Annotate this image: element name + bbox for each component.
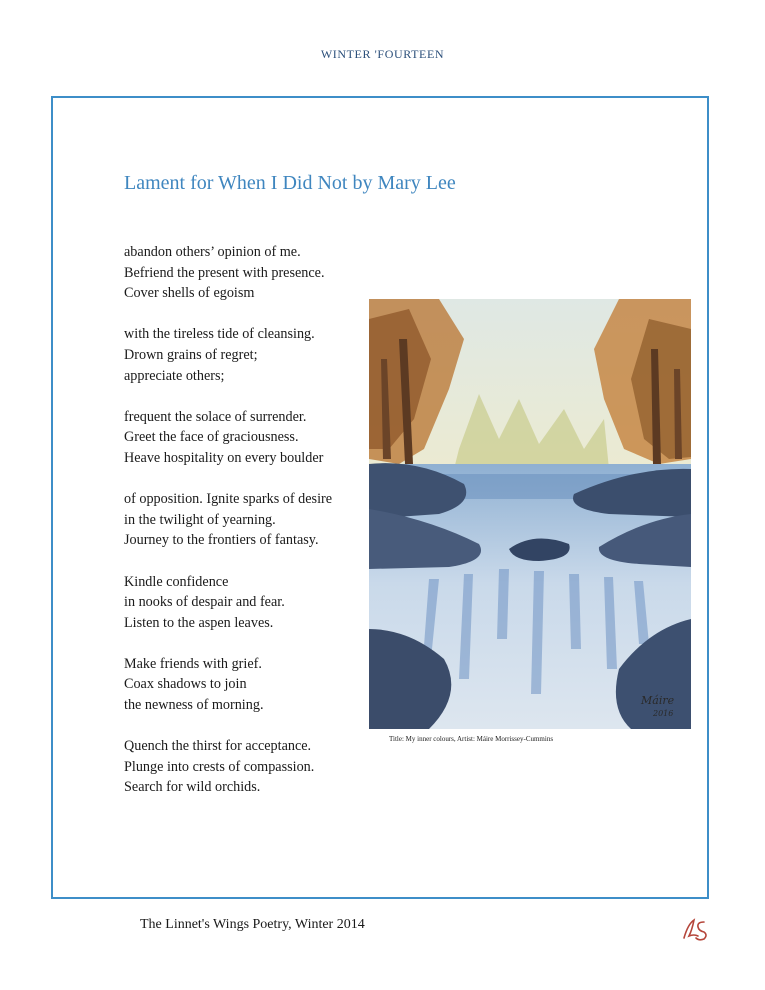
poem-line: Search for wild orchids. [124, 779, 261, 796]
running-head: WINTER 'FOURTEEN [320, 47, 445, 61]
poem-line: Coax shadows to join [124, 676, 247, 693]
poem-line: abandon others’ opinion of me. [124, 244, 301, 260]
poem-line: the newness of morning. [124, 697, 264, 714]
poem-line: Befriend the present with presence. [124, 264, 325, 281]
poem-line: Journey to the frontiers of fantasy. [124, 532, 319, 549]
poem-line: in nooks of despair and fear. [124, 594, 285, 611]
stanza [124, 242, 369, 304]
painting-signature: Máire [641, 694, 675, 707]
poem-line: frequent the solace of surrender. [124, 408, 307, 425]
watercolor-painting [369, 299, 691, 729]
poem-line: appreciate others; [124, 367, 225, 384]
poem-line: in the twilight of yearning. [124, 511, 276, 528]
poem-line: Plunge into crests of compassion. [124, 758, 315, 775]
publisher-logo-icon [680, 914, 710, 944]
poem-line: Listen to the aspen leaves. [124, 614, 274, 631]
stanza [124, 407, 369, 469]
painting-caption: Title: My inner colours, Artist: Máire Morrissey-Cummins [389, 735, 554, 743]
stanza [124, 489, 369, 551]
poem-line: Heave hospitality on every boulder [124, 449, 324, 466]
waterfall-illustration [369, 299, 691, 729]
footer-publication: The Linnet's Wings Poetry, Winter 2014 [140, 917, 365, 932]
poem-line: Cover shells of egoism [124, 285, 255, 302]
poem-line: Quench the thirst for acceptance. [124, 738, 312, 755]
stanza [124, 736, 369, 798]
poem-line: Drown grains of regret; [124, 346, 258, 363]
poem-line: Kindle confidence [124, 573, 229, 590]
poem-line: with the tireless tide of cleansing. [124, 326, 315, 343]
stanza [124, 654, 369, 716]
poem-line: Make friends with grief. [124, 655, 262, 672]
stanza [124, 324, 369, 386]
poem-body [124, 242, 369, 819]
poem-line: Greet the face of graciousness. [124, 429, 299, 446]
poem-line: of opposition. Ignite sparks of desire [124, 491, 333, 508]
stanza [124, 572, 369, 634]
painting-signature-year: 2016 [653, 709, 674, 718]
poem-title: Lament for When I Did Not by Mary Lee [124, 172, 456, 194]
